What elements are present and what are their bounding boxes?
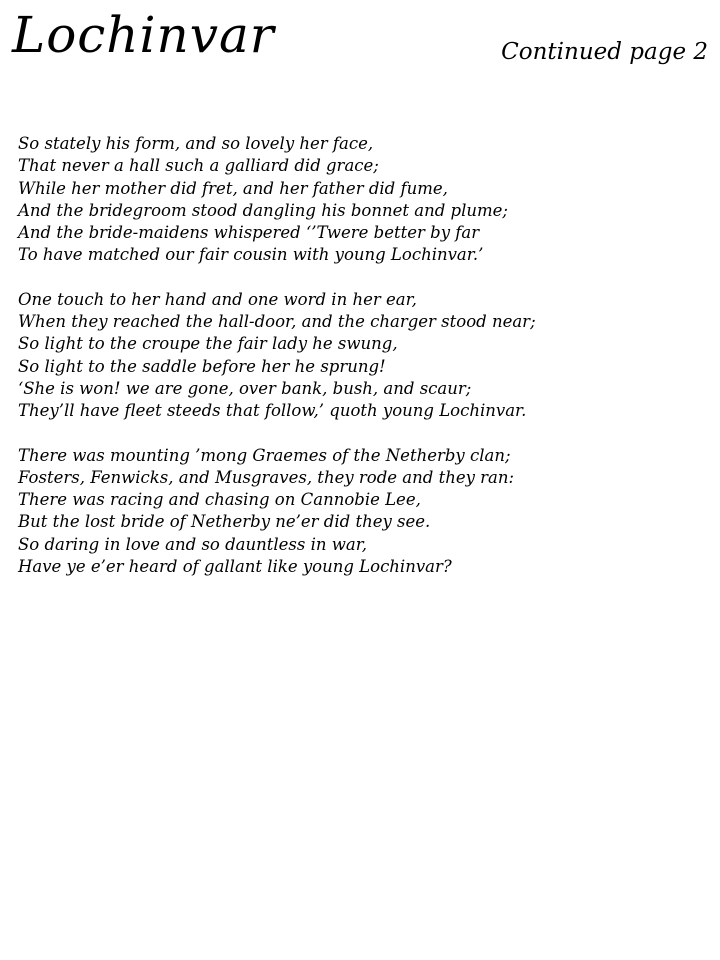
poem-line: So light to the croupe the fair lady he swung,: [18, 334, 398, 354]
poem-line: But the lost bride of Netherby ne’er did they see.: [18, 512, 431, 532]
poem-line: Have ye e’er heard of gallant like young Lochinvar?: [18, 557, 452, 577]
poem-line: That never a hall such a galliard did grace;: [18, 156, 379, 176]
poem-line: There was racing and chasing on Cannobie Lee,: [18, 490, 421, 510]
poem-line: When they reached the hall-door, and the charger stood near;: [18, 312, 536, 332]
stanza-1: [18, 133, 708, 267]
poem-line: While her mother did fret, and her father did fume,: [18, 178, 448, 198]
poem-line: ‘She is won! we are gone, over bank, bush, and scaur;: [18, 378, 472, 398]
poem-line: There was mounting ’mong Graemes of the Netherby clan;: [18, 445, 511, 465]
poem-line: And the bridegroom stood dangling his bonnet and plume;: [18, 200, 508, 220]
continued-page-note: Continued page 2: [501, 39, 708, 65]
poem-line: Fosters, Fenwicks, and Musgraves, they rode and they ran:: [18, 467, 515, 487]
poem-line: One touch to her hand and one word in her ear,: [18, 289, 417, 309]
poem-line: So daring in love and so dauntless in war,: [18, 534, 368, 554]
poem-line: To have matched our fair cousin with young Lochinvar.’: [18, 245, 484, 265]
poem-line: And the bride-maidens whispered ‘’Twere better by far: [18, 223, 480, 243]
stanza-3: [18, 445, 708, 579]
poem-line: So light to the saddle before her he sprung!: [18, 356, 386, 376]
stanza-2: [18, 289, 708, 423]
poem-line: So stately his form, and so lovely her face,: [18, 134, 374, 153]
poem-body: [18, 133, 708, 600]
poem-line: They’ll have fleet steeds that follow,’ quoth young Lochinvar.: [18, 401, 527, 421]
page-title: Lochinvar: [12, 6, 275, 64]
